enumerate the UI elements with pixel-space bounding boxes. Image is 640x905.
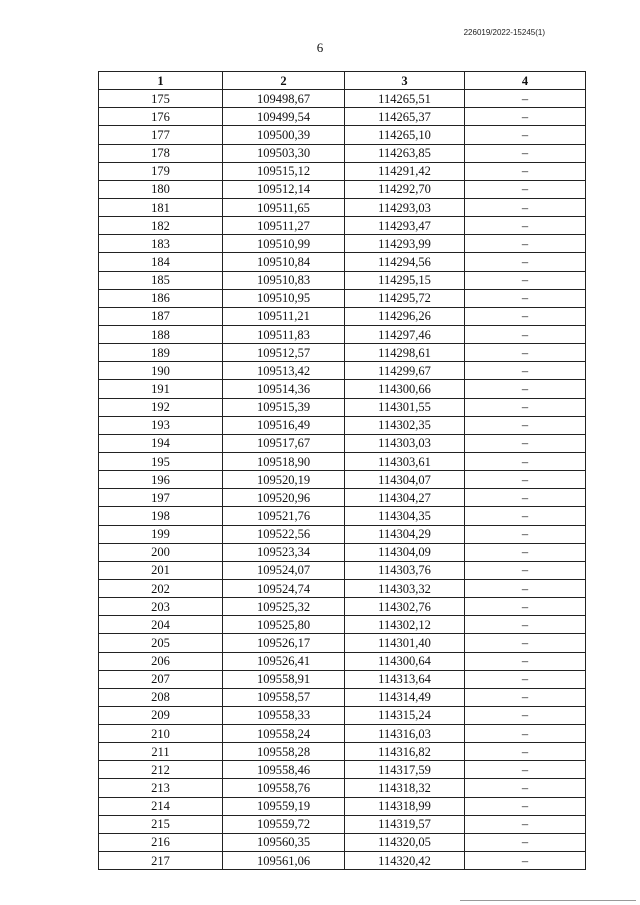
table-cell: 109526,41 [223, 652, 345, 670]
table-cell: 114265,37 [345, 108, 465, 126]
table-cell: – [465, 271, 586, 289]
table-cell: 114320,05 [345, 833, 465, 851]
table-cell: 109558,57 [223, 688, 345, 706]
table-cell: – [465, 471, 586, 489]
table-cell: 178 [99, 144, 223, 162]
table-cell: 190 [99, 362, 223, 380]
table-cell: 203 [99, 598, 223, 616]
table-row [99, 815, 586, 833]
table-cell: 109498,67 [223, 90, 345, 108]
table-cell: 114313,64 [345, 670, 465, 688]
table-header-row [99, 72, 586, 90]
table-cell: 109558,46 [223, 761, 345, 779]
table-cell: 217 [99, 852, 223, 870]
table-cell: 114263,85 [345, 144, 465, 162]
table-cell: 201 [99, 561, 223, 579]
column-header: 2 [223, 72, 345, 90]
table-row [99, 525, 586, 543]
table-cell: 114292,70 [345, 180, 465, 198]
table-cell: 114304,27 [345, 489, 465, 507]
table-row [99, 362, 586, 380]
table-cell: 109515,39 [223, 398, 345, 416]
table-cell: – [465, 235, 586, 253]
table-row [99, 434, 586, 452]
table-cell: 204 [99, 616, 223, 634]
table-row [99, 779, 586, 797]
table-row [99, 634, 586, 652]
table-cell: 114318,32 [345, 779, 465, 797]
table-cell: 188 [99, 325, 223, 343]
table-cell: – [465, 380, 586, 398]
table-cell: 109520,96 [223, 489, 345, 507]
table-cell: 109558,33 [223, 706, 345, 724]
table-cell: – [465, 198, 586, 216]
table-cell: – [465, 344, 586, 362]
table-cell: – [465, 616, 586, 634]
table-cell: 114293,99 [345, 235, 465, 253]
table-cell: – [465, 779, 586, 797]
table-cell: 209 [99, 706, 223, 724]
table-cell: 114304,35 [345, 507, 465, 525]
table-cell: 114294,56 [345, 253, 465, 271]
table-cell: 114302,35 [345, 416, 465, 434]
table-cell: – [465, 543, 586, 561]
table-cell: 212 [99, 761, 223, 779]
table-cell: 114316,03 [345, 725, 465, 743]
table-row [99, 652, 586, 670]
table-cell: 109511,27 [223, 217, 345, 235]
table-cell: – [465, 325, 586, 343]
table-cell: – [465, 307, 586, 325]
table-cell: 114291,42 [345, 162, 465, 180]
table-cell: 114304,29 [345, 525, 465, 543]
table-cell: – [465, 217, 586, 235]
table-body [99, 90, 586, 870]
table-cell: 114293,03 [345, 198, 465, 216]
table-cell: – [465, 688, 586, 706]
table-row [99, 743, 586, 761]
table-cell: 196 [99, 471, 223, 489]
table-row [99, 452, 586, 470]
table-cell: 109512,57 [223, 344, 345, 362]
table-cell: – [465, 670, 586, 688]
table-cell: 184 [99, 253, 223, 271]
table-cell: 185 [99, 271, 223, 289]
table-row [99, 706, 586, 724]
table-row [99, 217, 586, 235]
table-cell: 215 [99, 815, 223, 833]
table-cell: 216 [99, 833, 223, 851]
table-cell: – [465, 489, 586, 507]
table-cell: 192 [99, 398, 223, 416]
table-cell: 114303,32 [345, 579, 465, 597]
table-cell: 109525,80 [223, 616, 345, 634]
table-cell: 114299,67 [345, 362, 465, 380]
table-row [99, 126, 586, 144]
table-cell: – [465, 833, 586, 851]
table-cell: 205 [99, 634, 223, 652]
document-id: 226019/2022-15245(1) [463, 28, 545, 37]
table-row [99, 616, 586, 634]
table-cell: – [465, 579, 586, 597]
table-cell: 109513,42 [223, 362, 345, 380]
table-cell: 197 [99, 489, 223, 507]
table-cell: 114303,76 [345, 561, 465, 579]
table-cell: 109525,32 [223, 598, 345, 616]
table-cell: 109517,67 [223, 434, 345, 452]
table-cell: 114265,51 [345, 90, 465, 108]
table-cell: 189 [99, 344, 223, 362]
table-row [99, 271, 586, 289]
table-cell: – [465, 452, 586, 470]
table-cell: – [465, 815, 586, 833]
table-row [99, 761, 586, 779]
table-cell: 109510,99 [223, 235, 345, 253]
table-cell: 109526,17 [223, 634, 345, 652]
table-cell: 180 [99, 180, 223, 198]
table-row [99, 344, 586, 362]
table-cell: 186 [99, 289, 223, 307]
table-row [99, 380, 586, 398]
table-cell: 109516,49 [223, 416, 345, 434]
table-cell: 199 [99, 525, 223, 543]
table-cell: 114302,76 [345, 598, 465, 616]
table-row [99, 235, 586, 253]
table-row [99, 289, 586, 307]
table-cell: – [465, 162, 586, 180]
table-cell: – [465, 362, 586, 380]
table-cell: 109512,14 [223, 180, 345, 198]
table-row [99, 688, 586, 706]
table-cell: 183 [99, 235, 223, 253]
table-cell: 202 [99, 579, 223, 597]
table-cell: 109559,19 [223, 797, 345, 815]
table-cell: – [465, 253, 586, 271]
table-cell: 109514,36 [223, 380, 345, 398]
table-cell: 114317,59 [345, 761, 465, 779]
table-cell: – [465, 725, 586, 743]
table-cell: 109499,54 [223, 108, 345, 126]
table-cell: 109511,83 [223, 325, 345, 343]
table-cell: 114303,03 [345, 434, 465, 452]
table-cell: – [465, 761, 586, 779]
table-row [99, 598, 586, 616]
table-cell: 109559,72 [223, 815, 345, 833]
table-row [99, 579, 586, 597]
table-row [99, 797, 586, 815]
table-row [99, 833, 586, 851]
table-cell: 114295,15 [345, 271, 465, 289]
table-cell: 109510,95 [223, 289, 345, 307]
page-number: 6 [316, 40, 324, 55]
table-cell: 114265,10 [345, 126, 465, 144]
table-cell: 109524,07 [223, 561, 345, 579]
table-cell: 211 [99, 743, 223, 761]
table-cell: – [465, 652, 586, 670]
table-cell: 198 [99, 507, 223, 525]
table-cell: 109524,74 [223, 579, 345, 597]
table-row [99, 307, 586, 325]
table-cell: 114293,47 [345, 217, 465, 235]
table-cell: 114302,12 [345, 616, 465, 634]
table-row [99, 471, 586, 489]
table-cell: 114295,72 [345, 289, 465, 307]
table-row [99, 852, 586, 870]
table-cell: 109520,19 [223, 471, 345, 489]
table-cell: 206 [99, 652, 223, 670]
table-cell: 200 [99, 543, 223, 561]
table-cell: 114318,99 [345, 797, 465, 815]
table-cell: 114296,26 [345, 307, 465, 325]
table-cell: – [465, 289, 586, 307]
table-cell: 109511,65 [223, 198, 345, 216]
column-header: 1 [99, 72, 223, 90]
table-cell: 207 [99, 670, 223, 688]
table-cell: 176 [99, 108, 223, 126]
table-row [99, 543, 586, 561]
table-cell: 109560,35 [223, 833, 345, 851]
table-cell: 109515,12 [223, 162, 345, 180]
table-cell: – [465, 525, 586, 543]
column-header: 3 [345, 72, 465, 90]
table-cell: – [465, 852, 586, 870]
table-row [99, 561, 586, 579]
table-cell: 109510,84 [223, 253, 345, 271]
table-cell: 114304,07 [345, 471, 465, 489]
table-cell: – [465, 743, 586, 761]
table-cell: 114300,66 [345, 380, 465, 398]
table-cell: 194 [99, 434, 223, 452]
table-row [99, 198, 586, 216]
table-row [99, 162, 586, 180]
table-row [99, 325, 586, 343]
table-cell: 210 [99, 725, 223, 743]
table-cell: 109503,30 [223, 144, 345, 162]
table-cell: 175 [99, 90, 223, 108]
table-cell: 195 [99, 452, 223, 470]
table-cell: – [465, 507, 586, 525]
table-row [99, 670, 586, 688]
table-cell: 109558,28 [223, 743, 345, 761]
table-cell: – [465, 90, 586, 108]
table-row [99, 180, 586, 198]
table-row [99, 416, 586, 434]
table-cell: 114314,49 [345, 688, 465, 706]
table-cell: 109558,24 [223, 725, 345, 743]
table-cell: 114320,42 [345, 852, 465, 870]
table-cell: 177 [99, 126, 223, 144]
table-cell: 114298,61 [345, 344, 465, 362]
table-cell: – [465, 144, 586, 162]
table-cell: 109511,21 [223, 307, 345, 325]
table-cell: 114304,09 [345, 543, 465, 561]
table-cell: – [465, 108, 586, 126]
table-row [99, 144, 586, 162]
table-cell: 114316,82 [345, 743, 465, 761]
table-cell: 181 [99, 198, 223, 216]
table-cell: 114303,61 [345, 452, 465, 470]
table-cell: 114301,55 [345, 398, 465, 416]
table-cell: – [465, 561, 586, 579]
table-cell: 179 [99, 162, 223, 180]
table-cell: 109522,56 [223, 525, 345, 543]
table-row [99, 90, 586, 108]
table-row [99, 489, 586, 507]
table-cell: – [465, 398, 586, 416]
table-cell: 193 [99, 416, 223, 434]
table-cell: 109521,76 [223, 507, 345, 525]
table-cell: 208 [99, 688, 223, 706]
table-cell: – [465, 797, 586, 815]
table-cell: 109510,83 [223, 271, 345, 289]
table-row [99, 725, 586, 743]
table-cell: 114319,57 [345, 815, 465, 833]
table-cell: 109523,34 [223, 543, 345, 561]
table-cell: 109518,90 [223, 452, 345, 470]
table-cell: 109500,39 [223, 126, 345, 144]
table-row [99, 507, 586, 525]
table-cell: 109558,76 [223, 779, 345, 797]
table-cell: 114315,24 [345, 706, 465, 724]
table-cell: 114301,40 [345, 634, 465, 652]
table-cell: 109558,91 [223, 670, 345, 688]
table-cell: – [465, 706, 586, 724]
table-cell: 182 [99, 217, 223, 235]
table-cell: – [465, 434, 586, 452]
table-cell: – [465, 126, 586, 144]
table-row [99, 253, 586, 271]
table-cell: 213 [99, 779, 223, 797]
table-row [99, 398, 586, 416]
table-cell: 191 [99, 380, 223, 398]
coordinates-table [98, 71, 586, 870]
table-cell: 187 [99, 307, 223, 325]
table-cell: – [465, 416, 586, 434]
table-cell: 109561,06 [223, 852, 345, 870]
table-cell: 214 [99, 797, 223, 815]
table-cell: 114300,64 [345, 652, 465, 670]
table-cell: 114297,46 [345, 325, 465, 343]
table-cell: – [465, 598, 586, 616]
bottom-divider [460, 900, 636, 901]
column-header: 4 [465, 72, 586, 90]
table-cell: – [465, 180, 586, 198]
table-row [99, 108, 586, 126]
table-cell: – [465, 634, 586, 652]
